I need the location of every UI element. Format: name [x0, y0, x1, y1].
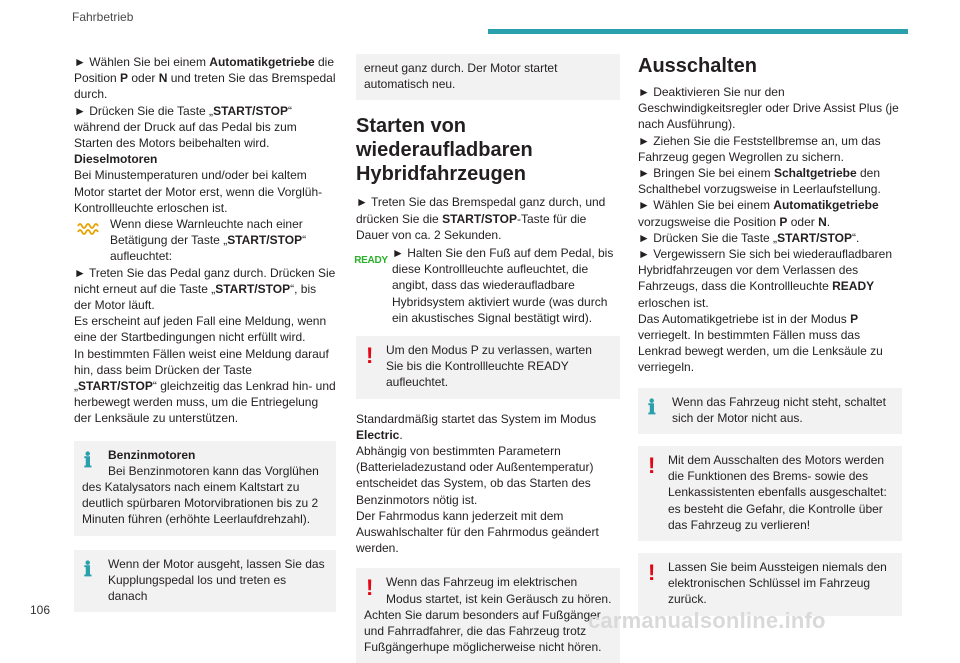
paragraph: ► Bringen Sie bei einem Schaltgetriebe den Schalthebel vorzugsweise in Leerlaufstellung. — [638, 166, 881, 197]
page-number: 106 — [30, 603, 51, 617]
paragraph: Bei Minustemperaturen und/oder bei kaltem Motor startet der Motor erst, wenn die Vorglüh-Kontrollleuchte erloschen ist. — [74, 168, 323, 215]
warning-icon: ! — [366, 343, 374, 369]
paragraph: In bestimmten Fällen weist eine Meldung darauf hin, dass beim Drücken der Taste „START/STOP“ gleichzeitig das Lenkrad hin- und herbewegt werden muss, um die Entriegelung der Lenksäule zu unterstützen. — [74, 346, 336, 426]
paragraph: ► Treten Sie das Pedal ganz durch. Drücken Sie nicht erneut auf die Taste „START/STOP“, bis der Motor läuft. — [74, 265, 336, 313]
info-text: Bei Benzinmotoren kann das Vorglühen des Katalysators nach einem Kaltstart zu deutlich spürbaren Motorvibrationen bis zu 2 Minuten führen (erhöhte Leerlaufdrehzahl). — [82, 463, 319, 527]
paragraph: Der Fahrmodus kann jederzeit mit dem Auswahlschalter für den Fahrmodus geändert werden. — [356, 508, 599, 556]
preglow-lamp-row: Wenn diese Warnleuchte nach einer Betätigung der Taste „START/STOP“ aufleuchtet: — [74, 216, 336, 265]
info-box-engine-stall — [74, 550, 336, 613]
warning-icon: ! — [648, 560, 656, 586]
warning-box-electric-mode: ! Wenn das Fahrzeug im elektrischen Modus startet, ist kein Geräusch zu hören. Achten Sie darum besonders auf Fußgänger und Fahrradfahrer, die das Fahrzeug trotz Fußgängerhupe möglicherweise nicht hören. — [356, 568, 620, 663]
diesel-heading: Dieselmotoren — [74, 152, 158, 167]
paragraph: ► Ziehen Sie die Feststellbremse an, um das Fahrzeug gegen Wegrollen zu sichern. — [638, 133, 881, 164]
paragraph: ► Vergewissern Sie sich bei wiederaufladbaren Hybridfahrzeugen vor dem Verlassen des Fahrzeugs, dass die Kontrollleuchte READY erloschen ist. — [638, 247, 893, 310]
paragraph: Das Automatikgetriebe ist in der Modus P verriegelt. In bestimmten Fällen muss das Lenkrad bewegt werden, um die Lenksäule zu verriegeln. — [638, 311, 883, 375]
warning-icon: ! — [648, 453, 656, 479]
column-1 — [74, 54, 336, 612]
warning-box-assist-off: ! Mit dem Ausschalten des Motors werden die Funktionen des Brems- sowie des Lenkassistenten ebenfalls ausgeschaltet: es besteht die Gefahr, die Kontrolle über das Fahrzeug zu verlieren! — [638, 446, 902, 541]
paragraph: ► Treten Sie das Bremspedal ganz durch, und drücken Sie die START/STOP-Taste für die Dauer von ca. 2 Sekunden. — [356, 195, 606, 242]
paragraph: ► Wählen Sie bei einem Automatikgetriebe die Position P oder N und treten Sie das Bremspedal durch. — [74, 55, 336, 102]
section-heading-shutdown: Ausschalten — [638, 55, 757, 77]
paragraph: ► Deaktivieren Sie nur den Geschwindigkeitsregler oder Drive Assist Plus (je nach Ausführung). — [638, 85, 899, 132]
warning-box-key: ! Lassen Sie beim Aussteigen niemals den elektronischen Schlüssel im Fahrzeug zurück. — [638, 553, 902, 616]
info-box-continuation: erneut ganz durch. Der Motor startet automatisch neu. — [356, 54, 620, 100]
watermark: carmanualsonline.info — [588, 608, 826, 633]
info-icon: ℹ — [84, 558, 92, 581]
section-heading-hybrid-start: Starten von wiederaufladbaren Hybridfahrzeugen — [356, 115, 533, 186]
paragraph: Abhängig von bestimmten Parametern (Batterieladezustand oder Außentemperatur) entscheidet das System, ob das Starten des Benzinmotors nötig ist. — [356, 444, 594, 507]
column-2 — [356, 54, 620, 663]
preglow-lamp-icon — [74, 218, 104, 242]
header-accent-bar — [488, 29, 908, 34]
paragraph: ► Drücken Sie die Taste „START/STOP“ während der Druck auf das Pedal bis zum Starten des Motors beibehalten wird. — [74, 103, 297, 151]
warning-icon: ! — [366, 575, 374, 601]
paragraph: ► Drücken Sie die Taste „START/STOP“. — [638, 230, 860, 245]
paragraph: ► Wählen Sie bei einem Automatikgetriebe vorzugsweise die Position P oder N. — [638, 198, 879, 229]
ready-lamp-icon: READY — [354, 254, 388, 266]
info-box-vehicle-moving: ℹ Wenn das Fahrzeug nicht steht, schaltet sich der Motor nicht aus. — [638, 388, 902, 434]
info-box-petrol: ℹ Benzinmotoren Bei Benzinmotoren kann das Vorglühen des Katalysators nach einem Kaltstart zu deutlich spürbaren Motorvibrationen bis zu 2 Minuten führen (erhöhte Leerlaufdrehzahl). — [74, 441, 336, 536]
paragraph: Es erscheint auf jeden Fall eine Meldung, wenn eine der Startbedingungen nicht erfüllt wird. — [74, 314, 327, 345]
info-icon: ℹ — [648, 396, 656, 419]
column-3 — [638, 54, 902, 616]
ready-lamp-row: READY ► Halten Sie den Fuß auf dem Pedal, bis diese Kontrollleuchte aufleuchtet, die angibt, dass das wiederaufladbare Hybridsystem aktiviert wurde (was durch ein akustisches Signal bestätigt wird). — [354, 246, 614, 325]
section-header: Fahrbetrieb — [72, 10, 134, 24]
info-text: Wenn der Motor ausgeht, lassen Sie das Kupplungspedal los und treten es danach — [108, 556, 325, 604]
paragraph: Standardmäßig startet das System im Modus Electric. — [356, 411, 597, 442]
info-icon: ℹ — [84, 449, 92, 472]
warning-box-mode-p: ! Um den Modus P zu verlassen, warten Sie bis die Kontrollleuchte READY aufleuchtet. — [356, 336, 620, 399]
